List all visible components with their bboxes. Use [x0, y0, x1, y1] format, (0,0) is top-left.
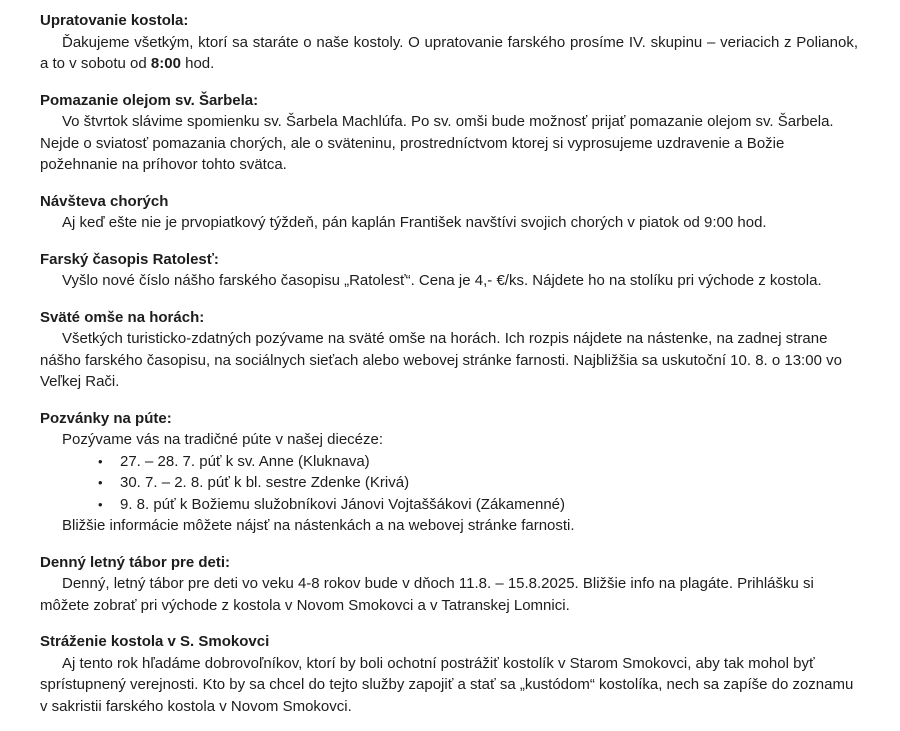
pilgrimage-item — [40, 494, 858, 516]
paragraph-upratovanie-kostola — [40, 32, 858, 75]
paragraph-pomazanie-olejom: Vo štvrtok slávime spomienku sv. Šarbela Machlúfa. Po sv. omši bude možnosť prijať pomazanie olejom sv. Šarbela. Nejde o sviatosť pomazania chorých, ale o sväteninu, prostredníctvom ktorej si vyprosujeme uzdravenie a Božie požehnanie na príhovor tohto svätca. — [40, 113, 834, 173]
pilgrimage-item-text: 27. – 28. 7. púť k sv. Anne (Kluknava) — [120, 452, 370, 470]
section-heading-upratovanie-kostola: Upratovanie kostola: — [40, 12, 189, 29]
section-heading-pozvanky-na-pute: Pozvánky na púte: — [40, 409, 172, 427]
paragraph-svate-omse: Všetkých turisticko-zdatných pozývame na sväté omše na horách. Ich rozpis nájdete na nástenke, na zadnej strane nášho farského časopisu, na sociálnych sieťach alebo webovej stránke farnosti. Najbližšia sa uskutoční 10. 8. o 13:00 vo Veľkej Rači. — [40, 330, 842, 390]
section-svate-omse — [40, 307, 858, 393]
section-pomazanie-olejom — [40, 90, 858, 176]
section-denny-letny-tabor — [40, 552, 858, 617]
pilgrimage-item-text: 9. 8. púť k Božiemu služobníkovi Jánovi Vojtaššákovi (Zákamenné) — [120, 495, 566, 513]
document-page — [40, 10, 858, 717]
time-emphasis: 8:00 — [150, 55, 181, 72]
section-pozvanky-na-pute — [40, 408, 858, 537]
paragraph-text: Ďakujeme všetkým, ktorí sa staráte o naše kostoly. O upratovanie farského prosíme IV. skupinu – veriacich z Polianok, a to v sobotu od — [40, 33, 858, 72]
paragraph-pute-intro: Pozývame vás na tradičné púte v našej diecéze: — [62, 431, 384, 448]
paragraph-denny-letny-tabor: Denný, letný tábor pre deti vo veku 4-8 rokov bude v dňoch 11.8. – 15.8.2025. Bližšie info na plagáte. Prihlášku si môžete zobrať pri východe z kostola v Novom Smokovci a v Tatranskej Lomnici. — [40, 575, 814, 614]
bullet-icon: • — [98, 453, 103, 469]
section-heading-denny-letny-tabor: Denný letný tábor pre deti: — [40, 553, 231, 571]
paragraph-navsteva-chorych: Aj keď ešte nie je prvopiatkový týždeň, pán kaplán František navštívi svojich chorých v piatok od 9:00 hod. — [62, 214, 767, 231]
section-heading-svate-omse: Sväté omše na horách: — [40, 308, 205, 326]
paragraph-text: hod. — [180, 55, 215, 72]
section-heading-pomazanie-olejom: Pomazanie olejom sv. Šarbela: — [40, 91, 259, 109]
pilgrimage-item-text: 30. 7. – 2. 8. púť k bl. sestre Zdenke (Krivá) — [120, 474, 410, 491]
paragraph-farsky-casopis: Vyšlo nové číslo nášho farského časopisu „Ratolesť“. Cena je 4,- €/ks. Nájdete ho na stolíku pri východe z kostola. — [62, 272, 822, 289]
paragraph-strazenie-kostola: Aj tento rok hľadáme dobrovoľníkov, ktorí by boli ochotní postrážiť kostolík v Starom Smokovci, aby tak mohol byť sprístupnený verejnosti. Kto by sa chcel do tejto služby zapojiť a stať sa „kustódom“ kostolíka, nech sa zapíše do zoznamu v sakristii farského kostola v Novom Smokovci. — [40, 654, 854, 715]
pilgrimage-list — [40, 451, 858, 516]
section-navsteva-chorych — [40, 191, 858, 234]
pilgrimage-item — [40, 451, 858, 473]
section-upratovanie-kostola — [40, 10, 858, 75]
pilgrimage-item — [40, 472, 858, 494]
section-heading-farsky-casopis: Farský časopis Ratolesť: — [40, 250, 219, 268]
section-farsky-casopis — [40, 249, 858, 292]
bullet-icon: • — [98, 496, 103, 512]
section-heading-navsteva-chorych: Návšteva chorých — [40, 192, 169, 210]
section-strazenie-kostola — [40, 631, 858, 717]
section-heading-strazenie-kostola: Stráženie kostola v S. Smokovci — [40, 633, 270, 650]
bullet-icon: • — [98, 475, 103, 490]
paragraph-pute-outro: Bližšie informácie môžete nájsť na nástenkách a na webovej stránke farnosti. — [62, 517, 575, 534]
